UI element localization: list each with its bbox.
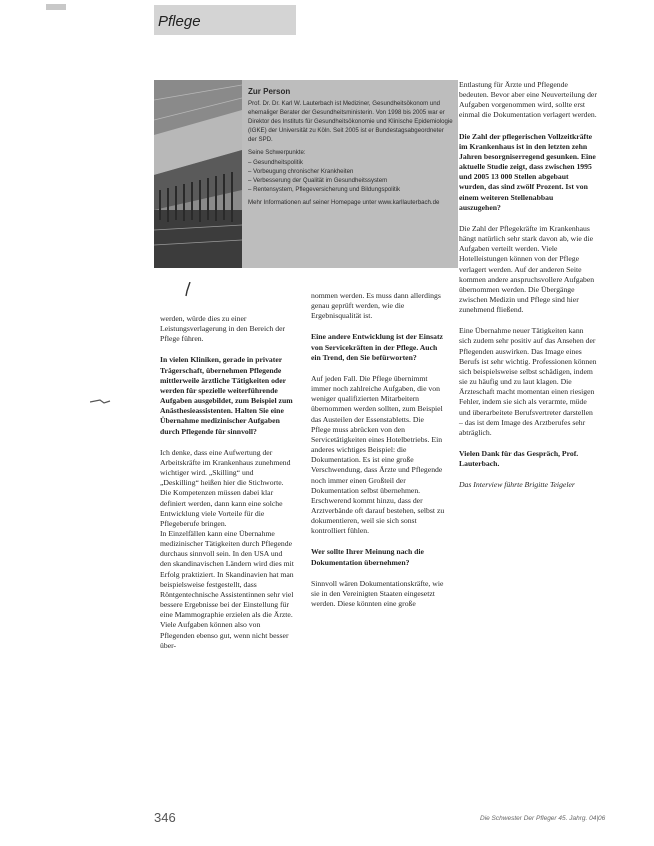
paragraph-gap [459,469,597,480]
article-column-3 [459,80,597,490]
paragraph-gap [160,437,294,448]
answer-paragraph: Auf jeden Fall. Die Pflege übernimmt immer noch zahlreiche Aufgaben, die von weniger qualifizierten Mitarbeitern übernommen werden sollten, zum Beispiel das Austeilen der Essenstabletts. Die Pflege muss abrücken von den Servicetätigkeiten eines Hotelbetriebs. Ein anderes wichtiges Beispiel: die Dokumentation. Es ist eine große Verschwendung, dass Ärzte und Pflegende noch immer einen Großteil der Dokumentation selbst übernehmen. Erschwerend kommt hinzu, dass der Arztverbände oft darauf bestehen, selbst zu dokumentieren, weil sie sich sonst kontrolliert fühlen. [311,373,445,536]
paragraph-gap [160,344,294,355]
profile-bio: Prof. Dr. Dr. Karl W. Lauterbach ist Mediziner, Gesundheitsökonom und ehemaliger Berater der Gesundheitsministerin. Von 1998 bis 2005 war er Direktor des Instituts für Gesundheitsökonomie und Klinische Epidemiologie (IGKE) der Universität zu Köln. Seit 2005 ist er Bundestagsabgeordneter der SPD. [248,100,453,144]
pen-mark [184,282,192,297]
profile-heading: Zur Person [248,87,291,96]
answer-paragraph: In Einzelfällen kann eine Übernahme medizinischer Tätigkeiten durch Pflegende durchaus sinnvoll sein. In den USA und den skandinavischen Ländern wird dies mit Erfolg praktiziert. In Skandinavien hat man beispielsweise festgestellt, dass Röntgentechnische Assistentinnen sehr viel bessere Ergebnisse bei der Einstellung für eine Mammographie erzielen als die Ärzte. Viele Aufgaben können also von Pflegenden ebenso gut, wenn nicht besser über- [160,528,294,650]
answer-paragraph: Sinnvoll wären Dokumentationskräfte, wie sie in den Vereinigten Staaten eingesetzt werden. Diese könnten eine große [311,578,444,609]
profile-photo [154,80,242,268]
article-column-2 [311,291,445,609]
paragraph-gap [459,213,597,224]
focus-item: – Vorbeugung chronischer Krankheiten [248,167,354,175]
answer-paragraph: nommen werden. Es muss dann allerdings genau geprüft werden, wie die Ergebnisqualität ist. [311,291,441,321]
paragraph-gap [459,121,597,132]
journal-footer: Die Schwester Der Pfleger 45. Jahrg. 04|06 [480,815,606,822]
focus-item: – Verbesserung der Qualität im Gesundheitssystem [248,176,388,184]
interview-question: Wer sollte Ihrer Meinung nach die Dokumentation übernehmen? [311,547,424,567]
margin-mark [90,398,112,406]
focus-heading: Seine Schwerpunkte: [248,149,306,157]
page-number: 346 [154,810,176,825]
interview-question: Eine andere Entwicklung ist der Einsatz von Servicekräften in der Pflege. Auch ein Trend, den Sie befürworten? [311,332,443,362]
paragraph-gap [311,568,445,579]
focus-item: – Gesundheitspolitik [248,158,303,166]
interview-question: Vielen Dank für das Gespräch, Prof. Lauterbach. [459,449,579,469]
paragraph-gap [311,536,445,547]
scan-artifact [46,4,66,10]
answer-paragraph: werden, würde dies zu einer Leistungsverlagerung in den Bereich der Pflege führen. [160,314,286,344]
paragraph-gap [311,321,445,332]
answer-paragraph: Eine Übernahme neuer Tätigkeiten kann sich zudem sehr positiv auf das Ansehen der Pflegenden auswirken. Das Image eines Berufs ist sehr wichtig. Professionen können sich beispielsweise selbst schädigen, indem sie zu häufig und zu laut klagen. Die Ärzteschaft macht momentan einen riesigen Fehler, indem sie sich als verarmte, müde und überarbeitete Berufsvertreter darstellen – das ist dem Image des Arztberufes sehr abträglich. [459,326,597,437]
focus-item: – Rentensystem, Pflegeversicherung und Bildungspolitik [248,185,401,193]
profile-homepage-note: Mehr Informationen auf seiner Homepage unter www.karllauterbach.de [248,198,440,206]
section-title: Pflege [158,13,201,30]
photo-image [154,80,242,268]
interview-question: Die Zahl der pflegerischen Vollzeitkräfte im Krankenhaus ist in den letzten zehn Jahren besorgniserregend gesunken. Eine aktuelle Studie zeigt, dass zwischen 1995 und 2005 13 000 Stellen abgebaut wurden, das sind zwölf Prozent. Ist von einem weiteren Stellenabbau auszugehen? [459,131,596,212]
paragraph-gap [459,438,597,449]
interview-question: In vielen Kliniken, gerade in privater Trägerschaft, übernehmen Pflegende mittlerweile ärztliche Tätigkeiten oder werden für spezielle weiterführende Aufgaben ausgebildet, zum Beispiel zum Anästhesieassistenten. Halten Sie eine Übernahme medizinischer Aufgaben durch Pflegende für sinnvoll? [160,355,293,436]
paragraph-gap [459,315,597,326]
answer-paragraph: Ich denke, dass eine Aufwertung der Arbeitskräfte im Krankenhaus zunehmend wichtiger wird. „Skilling“ und „Deskilling“ heißen hier die Stichworte. Die Kompetenzen müssen dabei klar definiert werden, dann kann eine solche Entwicklung viele Vorteile für die Pflegeberufe bringen. [160,447,291,528]
answer-paragraph: Entlastung für Ärzte und Pflegende bedeuten. Bevor aber eine Neuverteilung der Aufgaben vorgenommen wird, sollte erst einmal die Dokumentation verlagert werden. [459,80,597,120]
interviewer-credit: Das Interview führte Brigitte Teigeler [459,480,575,490]
focus-list [248,158,453,194]
answer-paragraph: Die Zahl der Pflegekräfte im Krankenhaus hängt natürlich sehr stark davon ab, wie die Aufgaben verteilt werden. Viele Hotelleistungen können von der Pflege verlagert werden. Auf der anderen Seite kommen andere anspruchsvollere Aufgaben übernommen werden. Die Übergänge zwischen Medizin und Pflege sind hier zunehmend fließend. [459,223,595,315]
article-column-1 [160,314,294,651]
profile-box [242,80,458,268]
paragraph-gap [311,363,445,374]
